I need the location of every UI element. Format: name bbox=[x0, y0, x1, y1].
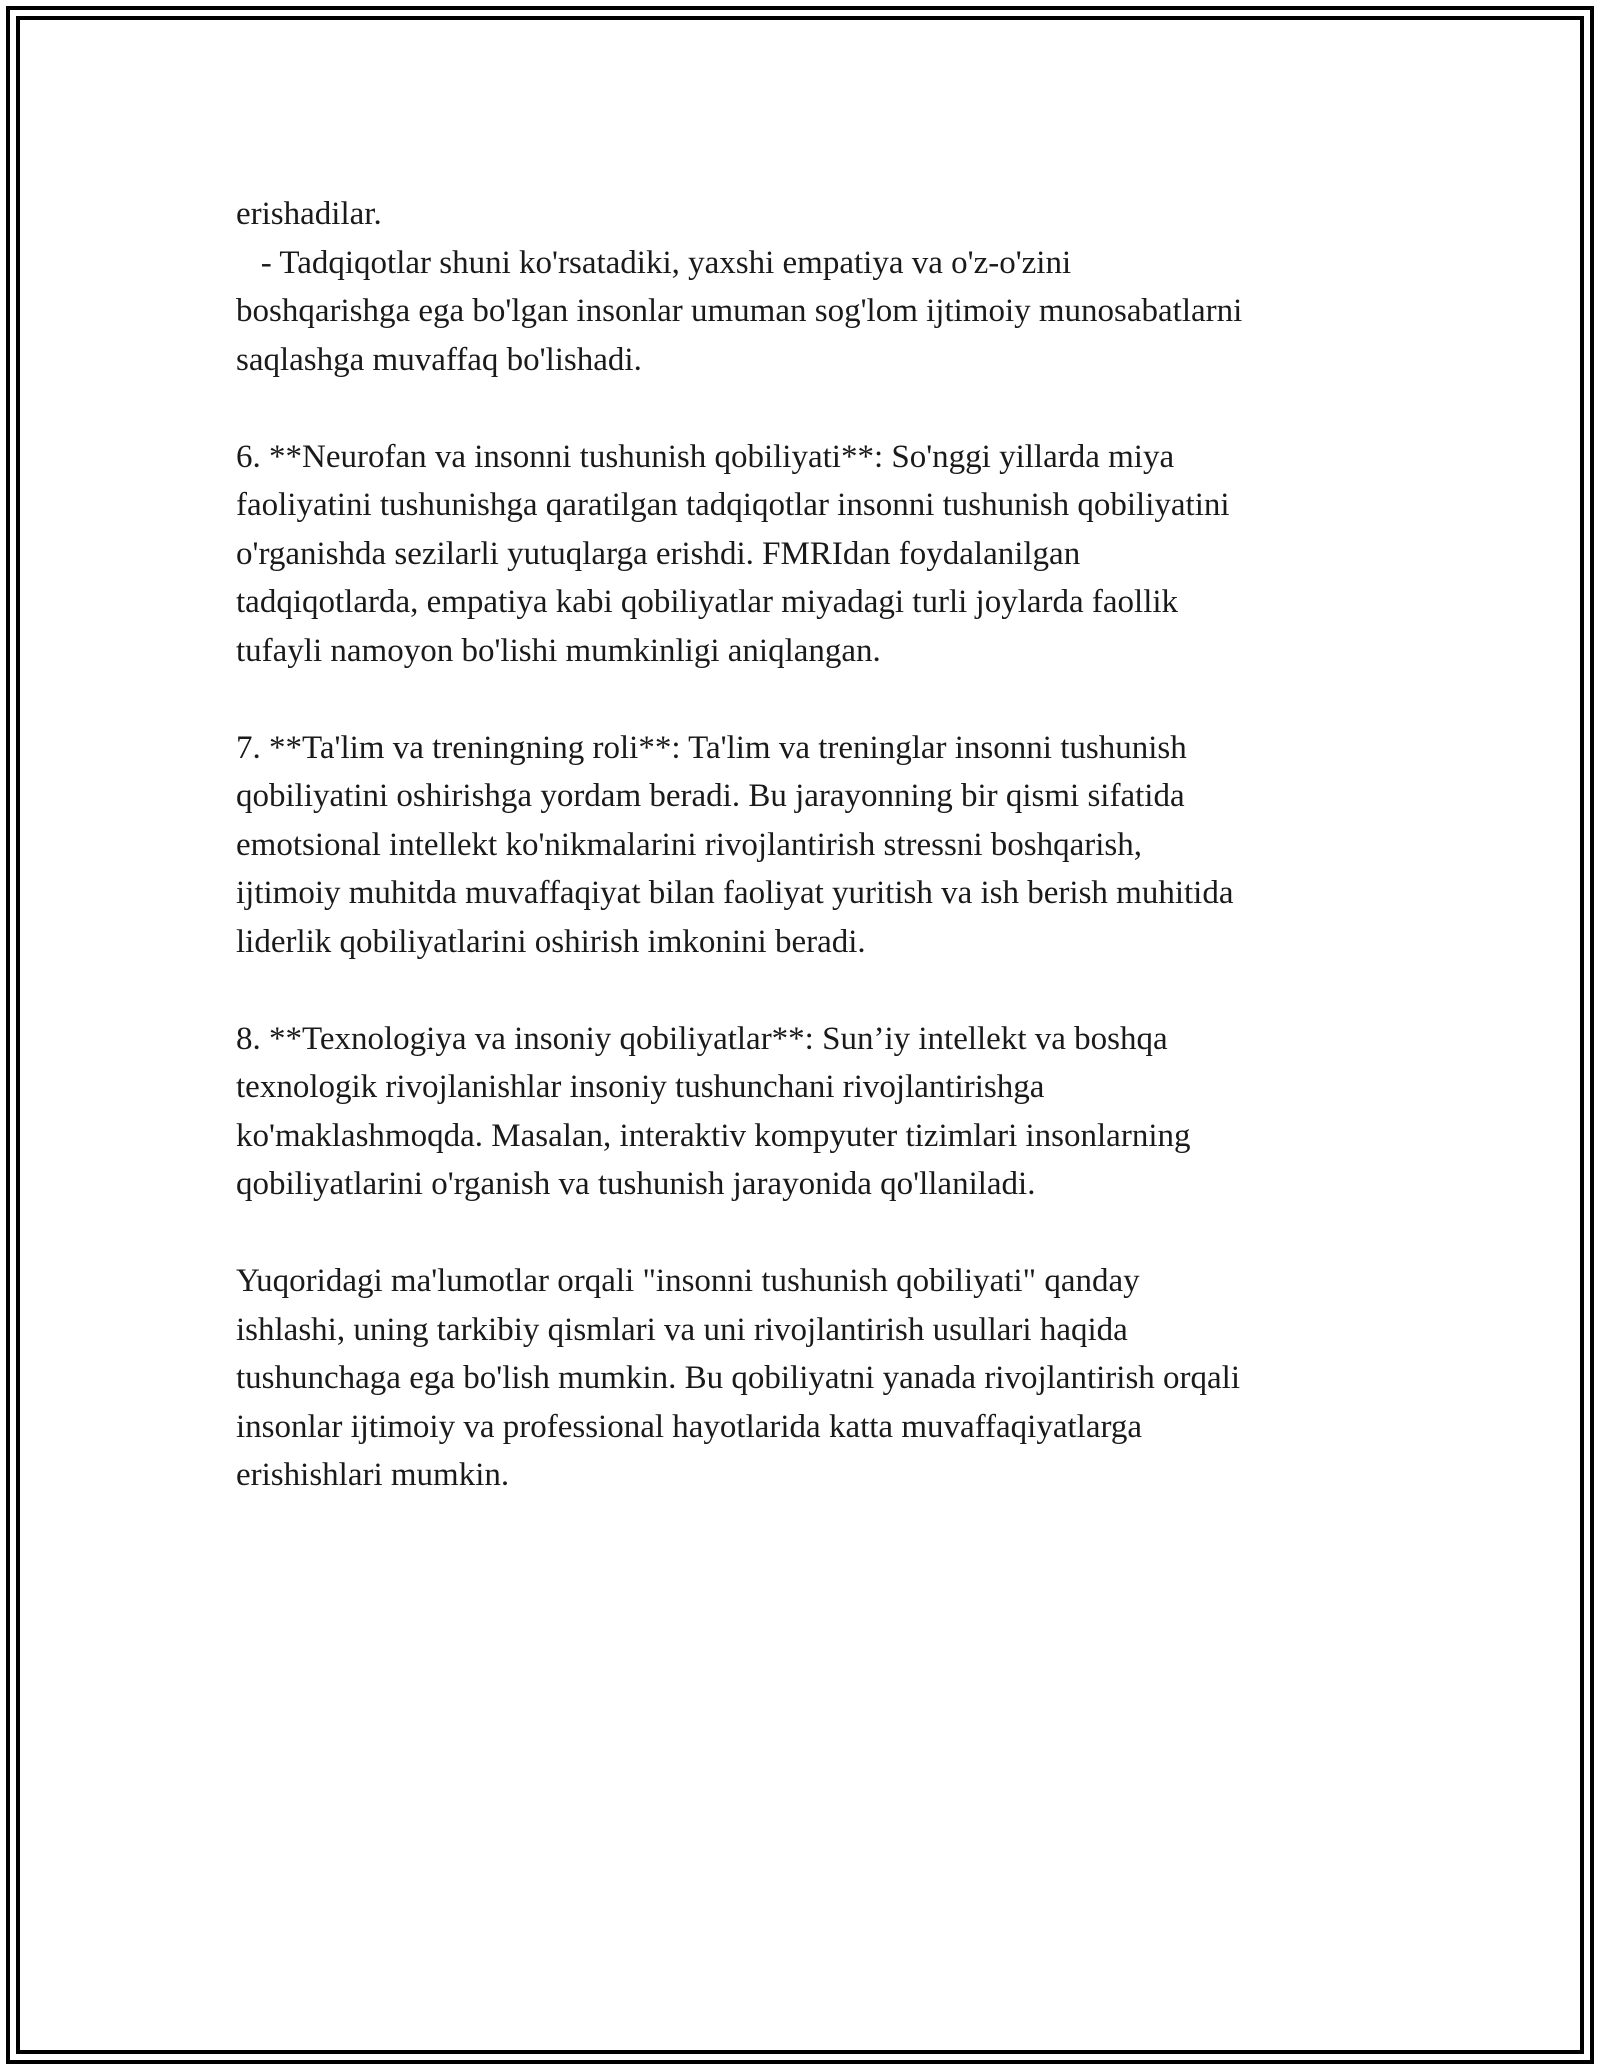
text-line: ko'maklashmoqda. Masalan, interaktiv kompyuter tizimlari insonlarning bbox=[236, 1117, 1191, 1154]
text-line: 6. **Neurofan va insonni tushunish qobiliyati**: So'nggi yillarda miya bbox=[236, 438, 1175, 475]
text-line: qobiliyatlarini o'rganish va tushunish jarayonida qo'llaniladi. bbox=[236, 1166, 1036, 1202]
text-line: boshqarishga ega bo'lgan insonlar umuman sog'lom ijtimoiy munosabatlarni bbox=[236, 293, 1243, 329]
text-line: Yuqoridagi ma'lumotlar orqali "insonni tushunish qobiliyati" qanday bbox=[236, 1263, 1140, 1299]
paragraph-gap bbox=[236, 1209, 1396, 1258]
paragraph-item-6 bbox=[236, 433, 1396, 676]
text-line: erishadilar. bbox=[236, 196, 382, 232]
text-line: 7. **Ta'lim va treningning roli**: Ta'lim va treninglar insonni tushunish bbox=[236, 729, 1187, 766]
paragraph-gap bbox=[236, 966, 1396, 1015]
text-line: tufayli namoyon bo'lishi mumkinligi aniqlangan. bbox=[236, 632, 881, 669]
text-line: saqlashga muvaffaq bo'lishadi. bbox=[236, 341, 642, 378]
text-line: ijtimoiy muhitda muvaffaqiyat bilan faoliyat yuritish va ish berish muhitida bbox=[236, 875, 1234, 911]
paragraph-conclusion bbox=[236, 1257, 1396, 1500]
text-line: qobiliyatini oshirishga yordam beradi. Bu jarayonning bir qismi sifatida bbox=[236, 778, 1185, 814]
paragraph-gap bbox=[236, 675, 1396, 724]
text-line: tadqiqotlarda, empatiya kabi qobiliyatlar miyadagi turli joylarda faollik bbox=[236, 584, 1179, 620]
text-line: tushunchaga ega bo'lish mumkin. Bu qobiliyatni yanada rivojlantirish orqali bbox=[236, 1360, 1241, 1396]
text-line: - Tadqiqotlar shuni ko'rsatadiki, yaxshi empatiya va o'z-o'zini bbox=[236, 244, 1072, 281]
text-line: o'rganishda sezilarli yutuqlarga erishdi. FMRIdan foydalanilgan bbox=[236, 535, 1081, 572]
document-body bbox=[236, 190, 1396, 1500]
text-line: liderlik qobiliyatlarini oshirish imkonini beradi. bbox=[236, 923, 866, 960]
text-line: faoliyatini tushunishga qaratilgan tadqiqotlar insonni tushunish qobiliyatini bbox=[236, 487, 1230, 523]
text-line: texnologik rivojlanishlar insoniy tushunchani rivojlantirishga bbox=[236, 1069, 1045, 1105]
text-line: insonlar ijtimoiy va professional hayotlarida katta muvaffaqiyatlarga bbox=[236, 1408, 1143, 1445]
text-line: ishlashi, uning tarkibiy qismlari va uni rivojlantirish usullari haqida bbox=[236, 1311, 1128, 1348]
paragraph-gap bbox=[236, 384, 1396, 433]
paragraph-item-8 bbox=[236, 1015, 1396, 1209]
text-line: erishishlari mumkin. bbox=[236, 1457, 510, 1493]
text-line: 8. **Texnologiya va insoniy qobiliyatlar**: Sun’iy intellekt va boshqa bbox=[236, 1020, 1168, 1057]
text-line: emotsional intellekt ko'nikmalarini rivojlantirish stressni boshqarish, bbox=[236, 826, 1142, 863]
paragraph-item-7 bbox=[236, 724, 1396, 967]
paragraph-continuation bbox=[236, 190, 1396, 384]
